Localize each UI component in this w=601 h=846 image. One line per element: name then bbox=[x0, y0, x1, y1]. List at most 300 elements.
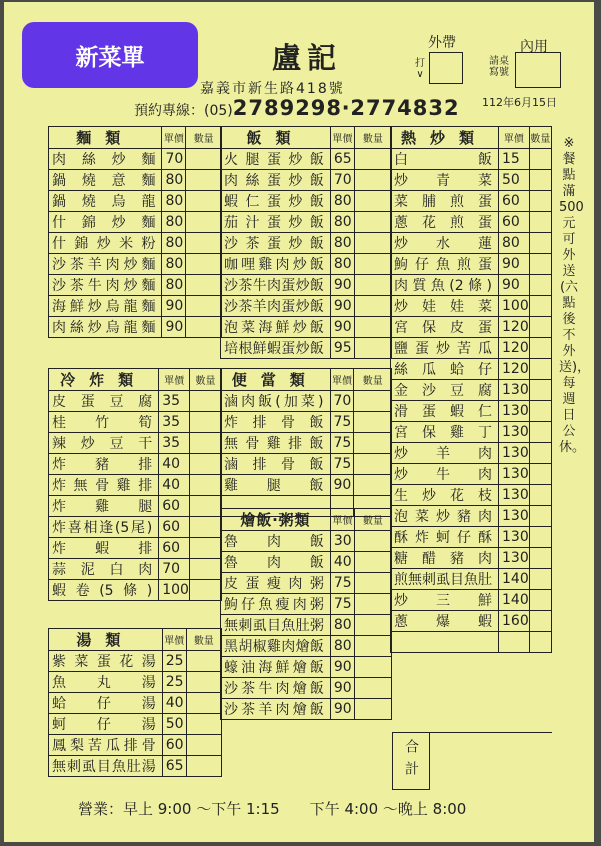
price-header: 單價 bbox=[162, 629, 186, 651]
congee-table bbox=[220, 508, 392, 720]
item-price: 60 bbox=[159, 496, 190, 517]
item-price: 130 bbox=[499, 401, 530, 422]
menu-item-row bbox=[221, 296, 392, 317]
item-price: 70 bbox=[159, 559, 190, 580]
item-price: 80 bbox=[330, 191, 354, 212]
item-quantity[interactable] bbox=[354, 338, 391, 359]
item-price: 60 bbox=[499, 212, 530, 233]
item-price: 140 bbox=[499, 590, 530, 611]
item-quantity[interactable] bbox=[529, 191, 551, 212]
menu-item-row bbox=[49, 651, 222, 672]
item-quantity[interactable] bbox=[186, 254, 222, 275]
noodles-table bbox=[48, 126, 222, 338]
item-quantity[interactable] bbox=[186, 693, 221, 714]
item-name: 肉質魚(2條) bbox=[391, 275, 499, 296]
item-name: 火腿蛋炒飯 bbox=[221, 149, 331, 170]
item-name: 炒娃娃菜 bbox=[391, 296, 499, 317]
item-price: 80 bbox=[162, 275, 186, 296]
item-quantity[interactable] bbox=[529, 317, 551, 338]
item-price: 75 bbox=[330, 454, 354, 475]
item-price: 80 bbox=[162, 191, 186, 212]
item-quantity[interactable] bbox=[354, 233, 391, 254]
section-title: 燴飯‧粥類 bbox=[221, 509, 331, 531]
item-price: 130 bbox=[499, 506, 530, 527]
item-quantity[interactable] bbox=[189, 391, 221, 412]
menu-item-row bbox=[49, 517, 222, 538]
item-quantity[interactable] bbox=[354, 191, 391, 212]
menu-item-row bbox=[49, 412, 222, 433]
item-price: 130 bbox=[499, 443, 530, 464]
item-name: 肉絲炒麵 bbox=[49, 149, 162, 170]
item-price: 80 bbox=[162, 254, 186, 275]
menu-sheet bbox=[4, 2, 594, 842]
menu-item-row bbox=[49, 538, 222, 559]
item-quantity[interactable] bbox=[354, 391, 392, 412]
menu-item-row bbox=[49, 212, 222, 233]
menu-item-row bbox=[221, 552, 392, 573]
item-quantity[interactable] bbox=[354, 433, 392, 454]
business-hours: 營業：早上 9:00 ～下午 1:15 下午 4:00 ～晚上 8:00 bbox=[78, 800, 467, 818]
item-price: 90 bbox=[499, 254, 530, 275]
item-price: 40 bbox=[159, 475, 190, 496]
item-quantity[interactable] bbox=[186, 296, 222, 317]
menu-item-row bbox=[221, 454, 392, 475]
menu-item-row bbox=[49, 496, 222, 517]
item-price: 80 bbox=[330, 212, 354, 233]
item-quantity[interactable] bbox=[354, 212, 391, 233]
item-price: 60 bbox=[499, 191, 530, 212]
item-price: 100 bbox=[499, 296, 530, 317]
menu-item-row bbox=[391, 359, 552, 380]
item-quantity[interactable] bbox=[186, 756, 221, 777]
item-price: 25 bbox=[162, 651, 186, 672]
menu-item-row bbox=[221, 391, 392, 412]
item-name: 沙茶蛋炒飯 bbox=[221, 233, 331, 254]
item-quantity[interactable] bbox=[529, 569, 551, 590]
menu-item-row bbox=[49, 391, 222, 412]
qty-header: 數量 bbox=[186, 127, 222, 149]
qty-header: 數量 bbox=[529, 127, 551, 149]
menu-item-row bbox=[391, 464, 552, 485]
bento-table bbox=[220, 368, 392, 517]
total-text: 合計 bbox=[403, 739, 419, 783]
menu-item-row bbox=[49, 714, 222, 735]
item-quantity[interactable] bbox=[186, 233, 222, 254]
menu-item-row bbox=[391, 527, 552, 548]
item-name: 蝦仁蛋炒飯 bbox=[221, 191, 331, 212]
item-quantity[interactable] bbox=[186, 191, 222, 212]
menu-item-row bbox=[221, 412, 392, 433]
item-price: 80 bbox=[162, 170, 186, 191]
item-name: 沙茶羊肉燴飯 bbox=[221, 699, 331, 720]
shop-name: 盧記 bbox=[272, 41, 343, 75]
table-number-label: 請桌寫號 bbox=[489, 56, 509, 78]
menu-item-row bbox=[391, 254, 552, 275]
item-name: 沙茶牛肉炒麵 bbox=[49, 275, 162, 296]
item-quantity[interactable] bbox=[354, 552, 391, 573]
qty-header: 數量 bbox=[354, 369, 392, 391]
item-name: 什錦炒麵 bbox=[49, 212, 162, 233]
item-name: 蔥爆蝦 bbox=[391, 611, 499, 632]
item-name: 炒羊肉 bbox=[391, 443, 499, 464]
item-price: 90 bbox=[162, 296, 186, 317]
item-name: 紫菜蛋花湯 bbox=[49, 651, 163, 672]
item-quantity[interactable] bbox=[529, 296, 551, 317]
menu-item-row bbox=[221, 212, 392, 233]
item-quantity[interactable] bbox=[186, 275, 222, 296]
item-quantity[interactable] bbox=[529, 233, 551, 254]
item-price: 130 bbox=[499, 485, 530, 506]
item-name bbox=[391, 632, 499, 653]
item-quantity[interactable] bbox=[529, 443, 551, 464]
item-name: 鮈仔魚煎蛋 bbox=[391, 254, 499, 275]
menu-item-row bbox=[391, 569, 552, 590]
section-title: 便當類 bbox=[221, 369, 331, 391]
menu-item-row bbox=[391, 632, 552, 653]
item-name: 菜脯煎蛋 bbox=[391, 191, 499, 212]
item-price: 160 bbox=[499, 611, 530, 632]
phone-numbers: 2789298‧2774832 bbox=[232, 96, 460, 120]
item-name: 肉絲炒烏龍麵 bbox=[49, 317, 162, 338]
item-quantity[interactable] bbox=[186, 735, 221, 756]
item-price: 120 bbox=[499, 317, 530, 338]
item-name: 無骨雞排飯 bbox=[221, 433, 331, 454]
price-header: 單價 bbox=[330, 509, 354, 531]
menu-item-row bbox=[49, 433, 222, 454]
item-name: 鮈仔魚瘦肉粥 bbox=[221, 594, 331, 615]
menu-item-row bbox=[221, 594, 392, 615]
menu-item-row bbox=[221, 636, 392, 657]
item-name: 海鮮炒烏龍麵 bbox=[49, 296, 162, 317]
item-price: 140 bbox=[499, 569, 530, 590]
item-price: 130 bbox=[499, 380, 530, 401]
item-name: 沙茶羊肉炒麵 bbox=[49, 254, 162, 275]
item-name: 桂竹筍 bbox=[49, 412, 159, 433]
menu-item-row bbox=[49, 735, 222, 756]
item-quantity[interactable] bbox=[186, 651, 221, 672]
section-title: 冷炸類 bbox=[49, 369, 159, 391]
item-price: 70 bbox=[330, 170, 354, 191]
item-price: 90 bbox=[330, 475, 354, 496]
stirfry-table bbox=[390, 126, 552, 653]
item-name: 皮蛋瘦肉粥 bbox=[221, 573, 331, 594]
item-quantity[interactable] bbox=[354, 531, 391, 552]
item-quantity[interactable] bbox=[529, 590, 551, 611]
item-price: 75 bbox=[330, 433, 354, 454]
section-title: 湯類 bbox=[49, 629, 163, 651]
item-price bbox=[499, 632, 530, 653]
menu-item-row bbox=[221, 573, 392, 594]
item-quantity[interactable] bbox=[529, 149, 551, 170]
menu-item-row bbox=[221, 191, 392, 212]
item-name: 炸排骨飯 bbox=[221, 412, 331, 433]
item-price: 80 bbox=[330, 615, 354, 636]
item-name: 沙茶牛肉蛋炒飯 bbox=[221, 275, 331, 296]
item-price: 65 bbox=[162, 756, 186, 777]
item-name: 蛤仔湯 bbox=[49, 693, 163, 714]
new-menu-badge: 新菜單 bbox=[22, 22, 198, 88]
item-price: 75 bbox=[330, 573, 354, 594]
item-quantity[interactable] bbox=[529, 632, 551, 653]
item-name: 鍋燒烏龍 bbox=[49, 191, 162, 212]
section-title: 熱炒類 bbox=[391, 127, 499, 149]
item-name: 炸喜相逢(5尾) bbox=[49, 517, 159, 538]
item-name: 炒青菜 bbox=[391, 170, 499, 191]
menu-item-row bbox=[221, 254, 392, 275]
item-name: 滷肉飯(加菜) bbox=[221, 391, 331, 412]
menu-item-row bbox=[391, 401, 552, 422]
item-name: 培根鮮蝦蛋炒飯 bbox=[221, 338, 331, 359]
item-price: 95 bbox=[330, 338, 354, 359]
menu-item-row bbox=[391, 485, 552, 506]
item-quantity[interactable] bbox=[354, 454, 392, 475]
item-name: 滷排骨飯 bbox=[221, 454, 331, 475]
item-quantity[interactable] bbox=[186, 149, 222, 170]
item-quantity[interactable] bbox=[354, 678, 391, 699]
item-quantity[interactable] bbox=[354, 254, 391, 275]
item-name: 魯肉飯 bbox=[221, 552, 331, 573]
item-price: 75 bbox=[330, 594, 354, 615]
item-price: 50 bbox=[499, 170, 530, 191]
item-quantity[interactable] bbox=[529, 338, 551, 359]
item-name: 沙茶牛肉燴飯 bbox=[221, 678, 331, 699]
menu-item-row bbox=[221, 699, 392, 720]
item-price: 90 bbox=[330, 657, 354, 678]
item-quantity[interactable] bbox=[189, 412, 221, 433]
shop-address: 嘉義市新生路418號 bbox=[200, 81, 345, 97]
menu-item-row bbox=[49, 454, 222, 475]
item-name: 無刺虱目魚肚湯 bbox=[49, 756, 163, 777]
menu-item-row bbox=[49, 693, 222, 714]
item-price: 75 bbox=[330, 412, 354, 433]
item-quantity[interactable] bbox=[529, 464, 551, 485]
item-name: 生炒花枝 bbox=[391, 485, 499, 506]
menu-item-row bbox=[391, 317, 552, 338]
menu-item-row bbox=[221, 149, 392, 170]
item-quantity[interactable] bbox=[529, 170, 551, 191]
item-name: 無刺虱目魚肚粥 bbox=[221, 615, 331, 636]
item-quantity[interactable] bbox=[529, 212, 551, 233]
menu-item-row bbox=[391, 296, 552, 317]
item-name: 蝦卷(5條) bbox=[49, 580, 159, 601]
item-quantity[interactable] bbox=[529, 485, 551, 506]
item-name: 沙茶羊肉蛋炒飯 bbox=[221, 296, 331, 317]
menu-item-row bbox=[391, 170, 552, 191]
item-name: 炸無骨雞排 bbox=[49, 475, 159, 496]
item-name: 煎無刺虱目魚肚 bbox=[391, 569, 499, 590]
item-name: 黑胡椒雞肉燴飯 bbox=[221, 636, 331, 657]
qty-header: 數量 bbox=[354, 509, 391, 531]
item-price: 90 bbox=[330, 699, 354, 720]
item-quantity[interactable] bbox=[354, 170, 391, 191]
item-name: 鍋燒意麵 bbox=[49, 170, 162, 191]
item-price: 50 bbox=[162, 714, 186, 735]
item-quantity[interactable] bbox=[354, 275, 391, 296]
menu-item-row bbox=[49, 296, 222, 317]
price-header: 單價 bbox=[162, 127, 186, 149]
price-header: 單價 bbox=[330, 369, 354, 391]
item-name: 泡菜海鮮炒飯 bbox=[221, 317, 331, 338]
menu-item-row bbox=[391, 380, 552, 401]
item-price: 25 bbox=[162, 672, 186, 693]
item-quantity[interactable] bbox=[186, 170, 222, 191]
menu-item-row bbox=[49, 559, 222, 580]
item-name: 炒牛肉 bbox=[391, 464, 499, 485]
item-quantity[interactable] bbox=[529, 422, 551, 443]
menu-item-row bbox=[391, 590, 552, 611]
item-quantity[interactable] bbox=[529, 401, 551, 422]
item-quantity[interactable] bbox=[354, 657, 391, 678]
item-quantity[interactable] bbox=[529, 548, 551, 569]
reservation-phone bbox=[134, 96, 460, 120]
item-quantity[interactable] bbox=[529, 254, 551, 275]
item-quantity[interactable] bbox=[189, 580, 221, 601]
qty-header: 數量 bbox=[189, 369, 221, 391]
item-price: 90 bbox=[330, 275, 354, 296]
dinein-label: 內用 bbox=[520, 39, 548, 55]
menu-item-row bbox=[49, 254, 222, 275]
item-quantity[interactable] bbox=[354, 573, 391, 594]
menu-item-row bbox=[391, 338, 552, 359]
item-price: 90 bbox=[330, 317, 354, 338]
item-price: 80 bbox=[162, 212, 186, 233]
item-name: 魚丸湯 bbox=[49, 672, 163, 693]
item-name: 糖醋豬肉 bbox=[391, 548, 499, 569]
item-quantity[interactable] bbox=[529, 527, 551, 548]
menu-item-row bbox=[221, 433, 392, 454]
item-price: 40 bbox=[162, 693, 186, 714]
item-quantity[interactable] bbox=[529, 359, 551, 380]
item-quantity[interactable] bbox=[354, 296, 391, 317]
item-name: 炒水蓮 bbox=[391, 233, 499, 254]
item-price: 60 bbox=[159, 517, 190, 538]
item-name: 炸蝦排 bbox=[49, 538, 159, 559]
menu-item-row bbox=[221, 531, 392, 552]
item-quantity[interactable] bbox=[186, 672, 221, 693]
item-name: 雞腿飯 bbox=[221, 475, 331, 496]
item-quantity[interactable] bbox=[189, 454, 221, 475]
rice-table bbox=[220, 126, 392, 359]
menu-item-row bbox=[49, 756, 222, 777]
item-price: 90 bbox=[330, 296, 354, 317]
item-name: 泡菜炒豬肉 bbox=[391, 506, 499, 527]
menu-item-row bbox=[221, 170, 392, 191]
takeout-check-hint: 打∨ bbox=[415, 58, 425, 80]
price-header: 單價 bbox=[159, 369, 190, 391]
takeout-checkbox[interactable] bbox=[429, 52, 463, 84]
total-label bbox=[392, 732, 430, 790]
item-name: 魯肉飯 bbox=[221, 531, 331, 552]
qty-header: 數量 bbox=[186, 629, 221, 651]
menu-item-row bbox=[221, 678, 392, 699]
item-price: 15 bbox=[499, 149, 530, 170]
item-quantity[interactable] bbox=[354, 317, 391, 338]
item-name: 咖哩雞肉炒飯 bbox=[221, 254, 331, 275]
menu-item-row bbox=[49, 672, 222, 693]
item-quantity[interactable] bbox=[186, 714, 221, 735]
total-amount-box[interactable] bbox=[428, 732, 552, 789]
item-quantity[interactable] bbox=[186, 212, 222, 233]
item-price: 120 bbox=[499, 338, 530, 359]
item-name: 金沙豆腐 bbox=[391, 380, 499, 401]
item-quantity[interactable] bbox=[354, 475, 392, 496]
item-price: 60 bbox=[159, 538, 190, 559]
menu-item-row bbox=[221, 317, 392, 338]
item-price: 65 bbox=[330, 149, 354, 170]
item-name: 辣炒豆干 bbox=[49, 433, 159, 454]
item-quantity[interactable] bbox=[186, 317, 222, 338]
item-price: 60 bbox=[162, 735, 186, 756]
item-quantity[interactable] bbox=[354, 412, 392, 433]
item-price: 90 bbox=[162, 317, 186, 338]
item-name: 肉絲蛋炒飯 bbox=[221, 170, 331, 191]
menu-item-row bbox=[391, 548, 552, 569]
menu-item-row bbox=[391, 233, 552, 254]
menu-item-row bbox=[391, 191, 552, 212]
item-quantity[interactable] bbox=[529, 275, 551, 296]
menu-item-row bbox=[391, 275, 552, 296]
item-name: 什錦炒米粉 bbox=[49, 233, 162, 254]
item-price: 130 bbox=[499, 548, 530, 569]
menu-date: 112年6月15日 bbox=[482, 96, 557, 109]
item-name: 茄汁蛋炒飯 bbox=[221, 212, 331, 233]
item-price: 40 bbox=[330, 552, 354, 573]
item-price: 35 bbox=[159, 433, 190, 454]
item-price: 80 bbox=[499, 233, 530, 254]
menu-item-row bbox=[221, 475, 392, 496]
item-name: 炸豬排 bbox=[49, 454, 159, 475]
item-name: 蠔油海鮮燴飯 bbox=[221, 657, 331, 678]
menu-item-row bbox=[49, 233, 222, 254]
item-price: 80 bbox=[330, 636, 354, 657]
item-name: 酥炸蚵仔酥 bbox=[391, 527, 499, 548]
item-quantity[interactable] bbox=[529, 506, 551, 527]
item-price: 80 bbox=[330, 233, 354, 254]
menu-item-row bbox=[49, 580, 222, 601]
item-quantity[interactable] bbox=[354, 594, 391, 615]
item-quantity[interactable] bbox=[189, 433, 221, 454]
item-quantity[interactable] bbox=[354, 615, 391, 636]
item-quantity[interactable] bbox=[529, 611, 551, 632]
item-name: 炸雞腿 bbox=[49, 496, 159, 517]
table-number-box[interactable] bbox=[515, 52, 561, 88]
item-quantity[interactable] bbox=[189, 559, 221, 580]
price-header: 單價 bbox=[330, 127, 354, 149]
item-quantity[interactable] bbox=[189, 496, 221, 517]
item-quantity[interactable] bbox=[354, 636, 391, 657]
item-quantity[interactable] bbox=[189, 538, 221, 559]
menu-item-row bbox=[391, 506, 552, 527]
section-title: 麵類 bbox=[49, 127, 162, 149]
menu-item-row bbox=[49, 170, 222, 191]
item-quantity[interactable] bbox=[189, 517, 221, 538]
menu-item-row bbox=[221, 233, 392, 254]
item-quantity[interactable] bbox=[529, 380, 551, 401]
item-price: 80 bbox=[330, 254, 354, 275]
item-price: 100 bbox=[159, 580, 190, 601]
price-header: 單價 bbox=[499, 127, 530, 149]
delivery-note: ※餐點滿500元可外送(六點後不外送)，每週日公休。 bbox=[559, 136, 591, 455]
menu-item-row bbox=[391, 212, 552, 233]
menu-item-row bbox=[391, 443, 552, 464]
item-price: 130 bbox=[499, 464, 530, 485]
item-price: 70 bbox=[330, 391, 354, 412]
item-quantity[interactable] bbox=[189, 475, 221, 496]
item-quantity[interactable] bbox=[354, 149, 391, 170]
item-price: 130 bbox=[499, 422, 530, 443]
menu-item-row bbox=[221, 275, 392, 296]
item-quantity[interactable] bbox=[354, 699, 391, 720]
